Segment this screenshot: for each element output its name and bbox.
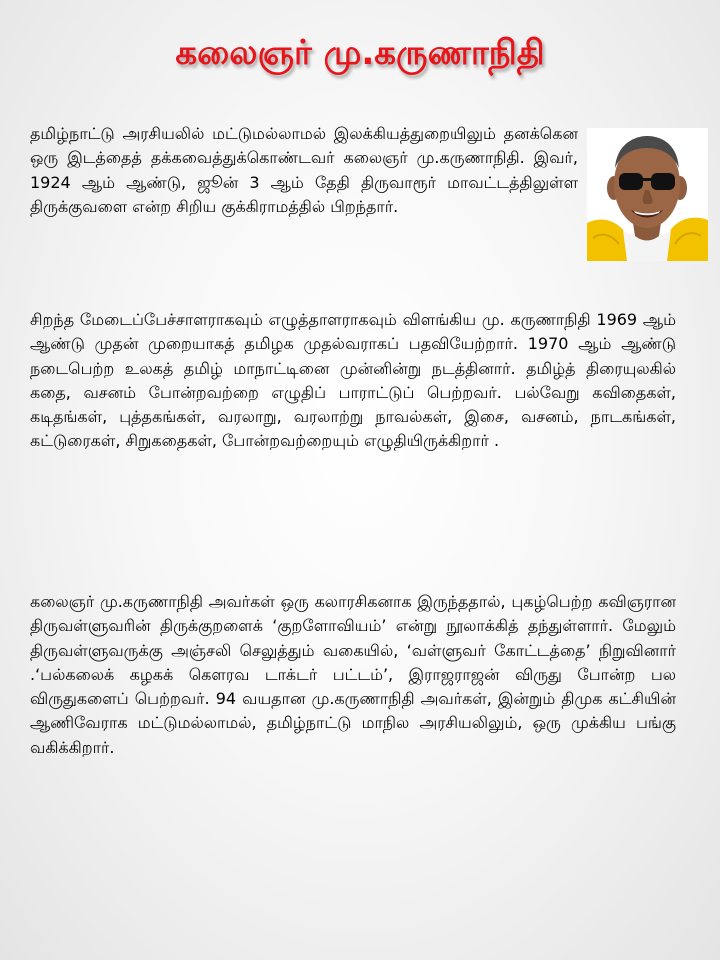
paragraph-legacy: கலைஞர் மு.கருணாநிதி அவர்கள் ஒரு கலாரசிகனாக இருந்ததால், புகழ்பெற்ற கவிஞரான திருவள்ளுவரின் திருக்குறளைக் ‘குறளோவியம்’ என்று நூலாக்கித் தந்துள்ளார். மேலும் திருவள்ளுவருக்கு அஞ்சலி செலுத்தும் வகையில், ‘வள்ளுவர் கோட்டத்தை’ நிறுவினார் .‘பல்கலைக் கழகக் கௌரவ டாக்டர் பட்டம்’, இராஜராஜன் விருது போன்ற பல விருதுகளைப் பெற்றவர். 94 வயதான மு.கருணாநிதி அவர்கள், இன்றும் திமுக கட்சியின் ஆணிவேராக மட்டுமல்லாமல், தமிழ்நாட்டு மாநில அரசியலிலும், ஒரு முக்கிய பங்கு வகிக்கிறார். [30,592,676,757]
portrait-photo [587,128,708,261]
paragraph-intro: தமிழ்நாட்டு அரசியலில் மட்டுமல்லாமல் இலக்கியத்துறையிலும் தனக்கென ஒரு இடத்தைத் தக்கவைத்துக்கொண்டவர் கலைஞர் மு.கருணாநிதி. இவர், 1924 ஆம் ஆண்டு, ஜூன் 3 ஆம் தேதி திருவாரூர் மாவட்டத்திலுள்ள திருக்குவளை என்ற சிறிய குக்கிராமத்தில் பிறந்தார். [30,124,578,216]
page-title: கலைஞர் மு.கருணாநிதி [175,33,545,73]
paragraph-career: சிறந்த மேடைப்பேச்சாளராகவும் எழுத்தாளராகவும் விளங்கிய மு. கருணாநிதி 1969 ஆம் ஆண்டு முதன் முறையாகத் தமிழக முதல்வராகப் பதவியேற்றார். 1970 ஆம் ஆண்டு நடைபெற்ற உலகத் தமிழ் மாநாட்டினை முன்னின்று நடத்தினார். தமிழ்த் திரையுலகில் கதை, வசனம் போன்றவற்றை எழுதிப் பாராட்டுப் பெற்றவர். பல்வேறு கவிதைகள், கடிதங்கள், புத்தகங்கள், வரலாறு, வரலாற்று நாவல்கள், இசை, வசனம், நாடகங்கள், கட்டுரைகள், சிறுகதைகள், போன்றவற்றையும் எழுதியிருக்கிறார் . [30,310,676,451]
